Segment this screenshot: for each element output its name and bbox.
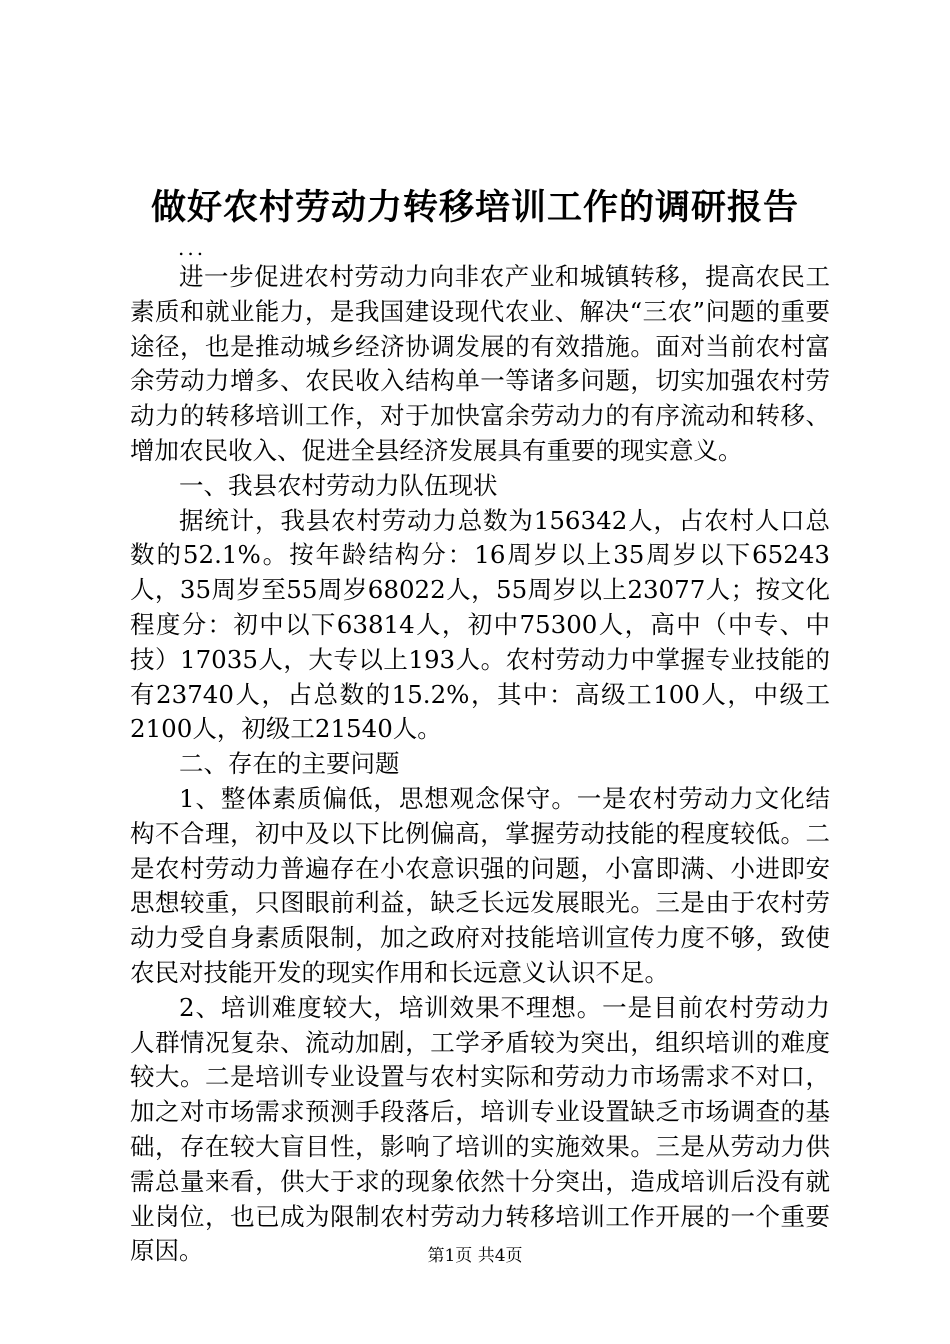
document-body	[130, 260, 830, 1269]
problem-2-paragraph: 2、培训难度较大，培训效果不理想。一是目前农村劳动力人群情况复杂、流动加剧，工学矛盾较为突出，组织培训的难度较大。二是培训专业设置与农村实际和劳动力市场需求不对口，加之对市场需求预测手段落后，培训专业设置缺乏市场调查的基础，存在较大盲目性，影响了培训的实施效果。三是从劳动力供需总量来看，供大于求的现象依然十分突出，造成培训后没有就业岗位，也已成为限制农村劳动力转移培训工作开展的一个重要原因。	[130, 992, 830, 1266]
document-title: 做好农村劳动力转移培训工作的调研报告	[150, 187, 799, 228]
intro-paragraph: 进一步促进农村劳动力向非农产业和城镇转移，提高农民工素质和就业能力，是我国建设现代农业、解决“三农”问题的重要途径，也是推动城乡经济协调发展的有效措施。面对当前农村富余劳动力增多、农民收入结构单一等诸多问题，切实加强农村劳动力的转移培训工作，对于加快富余劳动力的有序流动和转移、增加农民收入、促进全县经济发展具有重要的现实意义。	[130, 262, 830, 465]
statistics-paragraph: 据统计，我县农村劳动力总数为156342人，占农村人口总数的52.1%。按年龄结构分：16周岁以上35周岁以下65243人，35周岁至55周岁68022人，55周岁以上23077人；按文化程度分：初中以下63814人，初中75300人，高中（中专、中技）17035人，大专以上193人。农村劳动力中掌握专业技能的有23740人，占总数的15.2%，其中：高级工100人，中级工2100人，初级工21540人。	[130, 505, 830, 744]
page-footer: 第1页 共4页	[427, 1246, 523, 1266]
ellipsis-marker: ...	[178, 236, 207, 260]
section-heading-status: 一、我县农村劳动力队伍现状	[179, 470, 498, 500]
section-heading-problems: 二、存在的主要问题	[179, 749, 400, 779]
problem-1-paragraph: 1、整体素质偏低，思想观念保守。一是农村劳动力文化结构不合理，初中及以下比例偏高，掌握劳动技能的程度较低。二是农村劳动力普遍存在小农意识强的问题，小富即满、小进即安思想较重，只图眼前利益，缺乏长远发展眼光。三是由于农村劳动力受自身素质限制，加之政府对技能培训宣传力度不够，致使农民对技能开发的现实作用和长远意义认识不足。	[130, 783, 830, 987]
